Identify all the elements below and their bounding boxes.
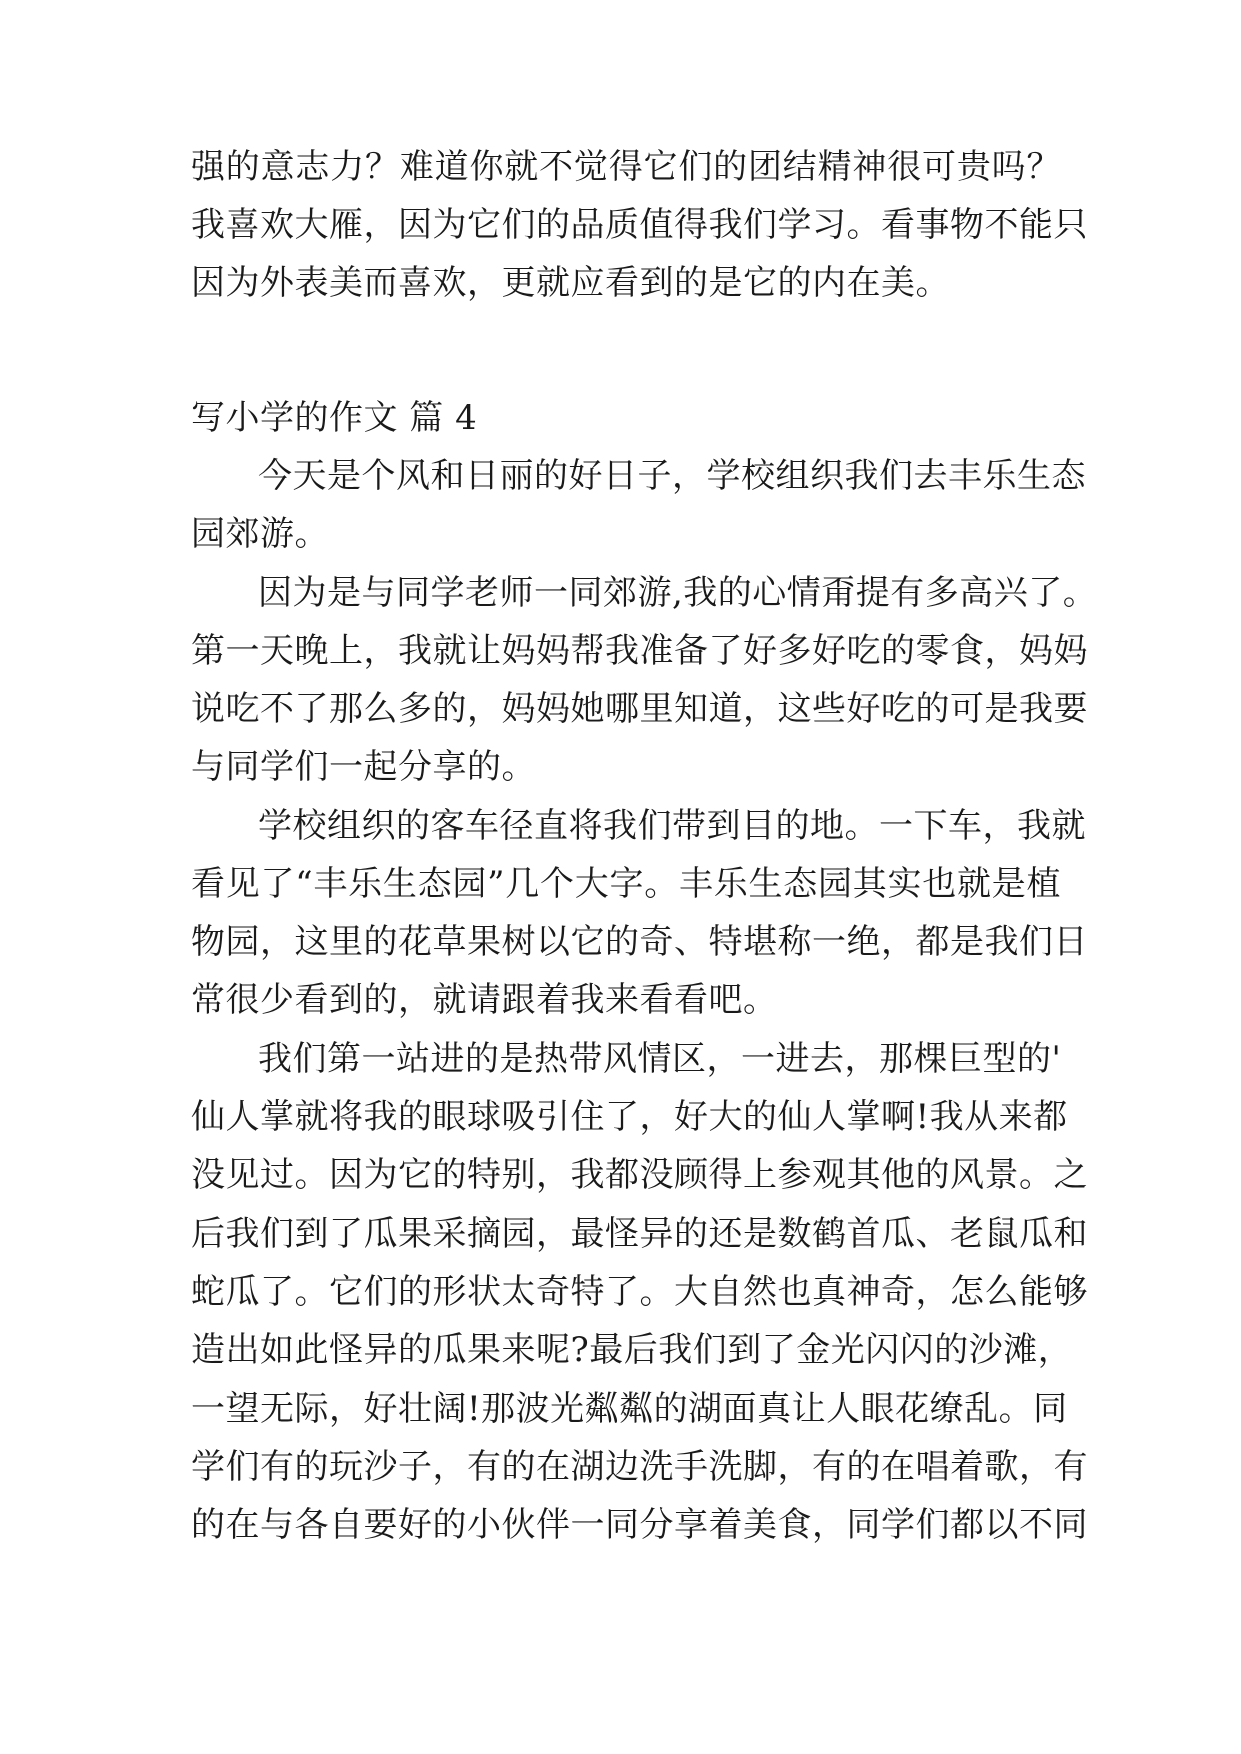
text-line: 后我们到了瓜果采摘园，最怪异的还是数鹤首瓜、老鼠瓜和 xyxy=(191,1214,1088,1254)
section-heading: 写小学的作文 篇 4 xyxy=(191,398,478,438)
text-line: 物园，这里的花草果树以它的奇、特堪称一绝，都是我们日 xyxy=(191,922,1088,962)
text-line: 一望无际，好壮阔!那波光粼粼的湖面真让人眼花缭乱。同 xyxy=(191,1389,1068,1429)
paragraph-start-line: 今天是个风和日丽的好日子，学校组织我们去丰乐生态 xyxy=(258,456,1086,496)
text-line: 因为外表美而喜欢，更就应看到的是它的内在美。 xyxy=(191,263,950,303)
text-line: 蛇瓜了。它们的形状太奇特了。大自然也真神奇，怎么能够 xyxy=(191,1272,1088,1312)
paragraph-start-line: 因为是与同学老师一同郊游,我的心情甭提有多高兴了。 xyxy=(258,573,1098,613)
text-line: 看见了“丰乐生态园”几个大字。丰乐生态园其实也就是植 xyxy=(191,864,1061,904)
text-line: 与同学们一起分享的。 xyxy=(191,747,536,787)
paragraph-start-line: 我们第一站进的是热带风情区，一进去，那棵巨型的' xyxy=(258,1039,1062,1079)
paragraph-start-line: 学校组织的客车径直将我们带到目的地。一下车，我就 xyxy=(258,806,1086,846)
text-line: 仙人掌就将我的眼球吸引住了，好大的仙人掌啊!我从来都 xyxy=(191,1097,1068,1137)
text-line: 造出如此怪异的瓜果来呢?最后我们到了金光闪闪的沙滩， xyxy=(191,1330,1073,1370)
text-line: 我喜欢大雁，因为它们的品质值得我们学习。看事物不能只 xyxy=(191,205,1088,245)
text-line: 常很少看到的，就请跟着我来看看吧。 xyxy=(191,980,778,1020)
text-line: 没见过。因为它的特别，我都没顾得上参观其他的风景。之 xyxy=(191,1155,1088,1195)
text-line: 的在与各自要好的小伙伴一同分享着美食，同学们都以不同 xyxy=(191,1505,1088,1545)
text-line: 说吃不了那么多的，妈妈她哪里知道，这些好吃的可是我要 xyxy=(191,689,1088,729)
text-line: 学们有的玩沙子，有的在湖边洗手洗脚，有的在唱着歌，有 xyxy=(191,1447,1088,1487)
text-line: 第一天晚上，我就让妈妈帮我准备了好多好吃的零食，妈妈 xyxy=(191,631,1088,671)
text-line: 强的意志力？难道你就不觉得它们的团结精神很可贵吗？ xyxy=(191,147,1061,187)
text-line: 园郊游。 xyxy=(191,514,329,554)
